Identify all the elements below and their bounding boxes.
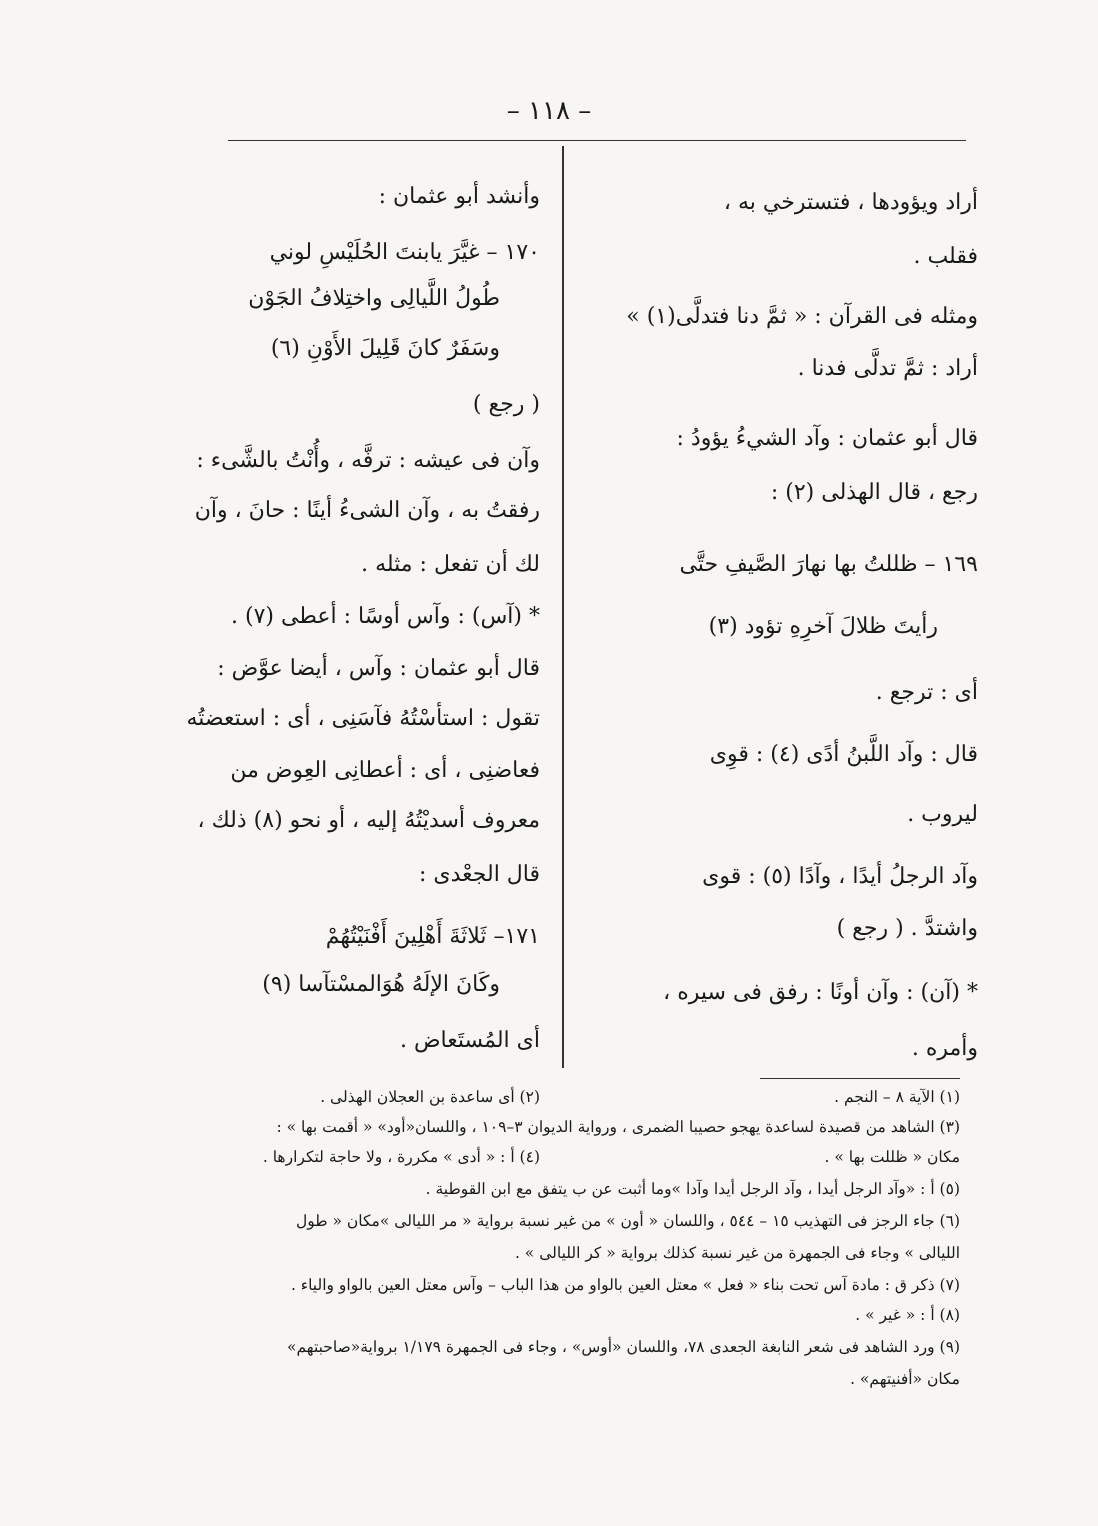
column-divider xyxy=(562,146,564,1068)
footnote-rule xyxy=(760,1078,960,1079)
page-number: – ١١٨ – xyxy=(506,96,592,126)
header-rule xyxy=(228,140,966,141)
